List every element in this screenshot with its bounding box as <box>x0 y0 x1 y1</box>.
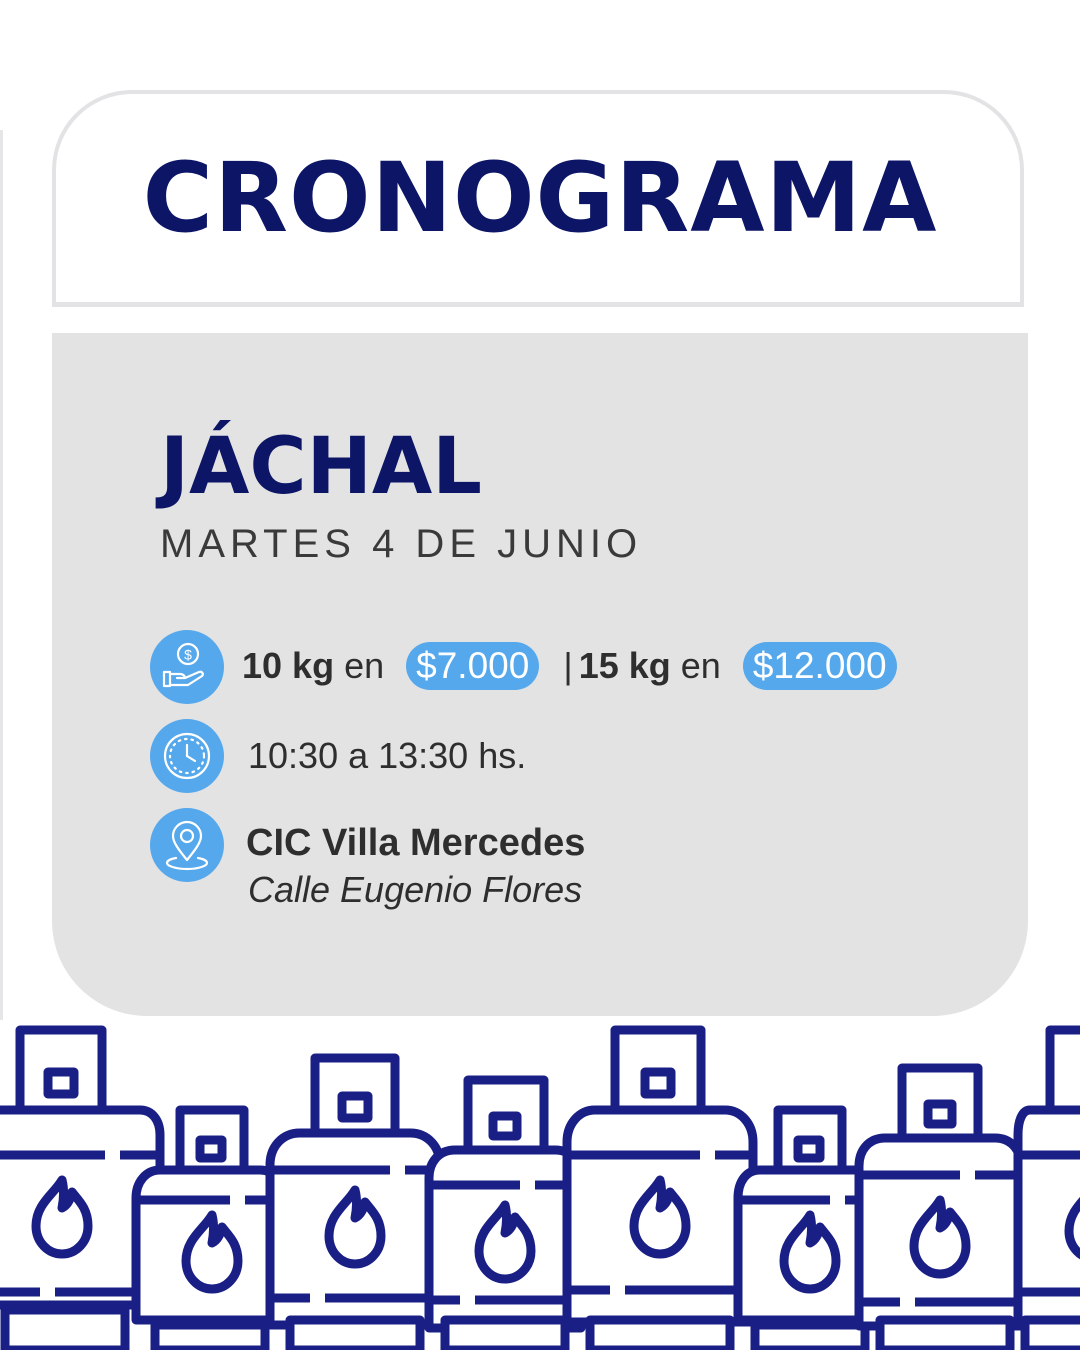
gas-cylinder-icon <box>859 1068 1021 1350</box>
event-date: MARTES 4 DE JUNIO <box>160 522 643 566</box>
price-connector: en <box>680 645 721 686</box>
price-row <box>242 642 897 690</box>
price-badge-15kg: $12.000 <box>743 642 897 690</box>
gas-cylinder-icon <box>270 1058 440 1350</box>
gas-cylinder-icon <box>567 1030 753 1350</box>
city-name: JÁCHAL <box>160 422 482 512</box>
map-pin-icon <box>150 808 224 882</box>
gas-cylinder-icon <box>429 1080 581 1350</box>
place-name: CIC Villa Mercedes <box>246 822 586 864</box>
size-15kg: 15 kg <box>578 645 671 686</box>
gas-cylinders-illustration <box>0 1020 1080 1350</box>
clock-icon <box>150 719 224 793</box>
gas-cylinder-icon <box>1018 1030 1080 1350</box>
left-divider <box>0 130 3 1020</box>
price-connector: en <box>344 645 385 686</box>
page-title: CRONOGRAMA <box>142 142 938 254</box>
schedule-hours: 10:30 a 13:30 hs. <box>248 735 527 776</box>
money-hand-icon <box>150 630 224 704</box>
price-separator: | <box>563 645 573 686</box>
place-address: Calle Eugenio Flores <box>248 869 583 910</box>
svg-text:$: $ <box>184 646 192 663</box>
price-badge-10kg: $7.000 <box>406 642 539 690</box>
size-10kg: 10 kg <box>242 645 335 686</box>
